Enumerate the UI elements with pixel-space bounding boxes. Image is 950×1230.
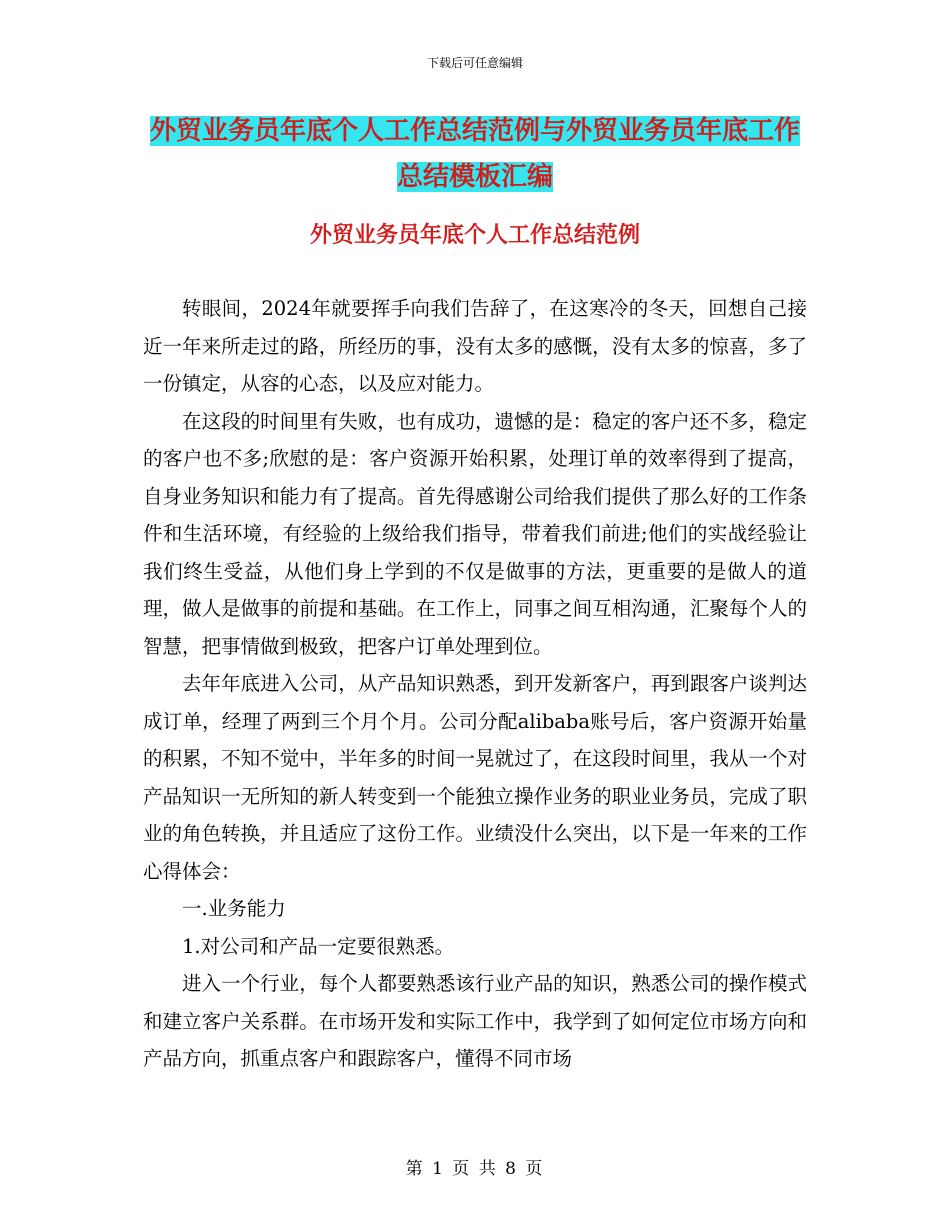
paragraph: 进入一个行业，每个人都要熟悉该行业产品的知识，熟悉公司的操作模式和建立客户关系群。在市场开发和实际工作中，我学到了如何定位市场方向和产品方向，抓重点客户和跟踪客户，懂得不同市场 bbox=[143, 972, 807, 1070]
body-text bbox=[143, 290, 807, 1078]
paragraph: 转眼间，2024年就要挥手向我们告辞了，在这寒冷的冬天，回想自己接近一年来所走过的路，所经历的事，没有太多的感慨，没有太多的惊喜，多了一份镇定，从容的心态，以及应对能力。 bbox=[143, 297, 807, 395]
page-footer: 第 1 页 共 8 页 bbox=[405, 1159, 545, 1179]
section-title: 外贸业务员年底个人工作总结范例 bbox=[309, 222, 640, 248]
document-title-text: 外贸业务员年底个人工作总结范例与外贸业务员年底工作总结模板汇编 bbox=[149, 116, 800, 192]
paragraph: 在这段的时间里有失败，也有成功，遗憾的是：稳定的客户还不多，稳定的客户也不多;欣慰的是：客户资源开始积累，处理订单的效率得到了提高，自身业务知识和能力有了提高。首先得感谢公司给我们提供了那么好的工作条件和生活环境，有经验的上级给我们指导，带着我们前进;他们的实战经验让我们终生受益，从他们身上学到的不仅是做事的方法，更重要的是做人的道理，做人是做事的前提和基础。在工作上，同事之间互相沟通，汇聚每个人的智慧，把事情做到极致，把客户订单处理到位。 bbox=[143, 409, 807, 658]
paragraph: 一.业务能力 bbox=[182, 897, 286, 920]
paragraph: 1.对公司和产品一定要很熟悉。 bbox=[182, 934, 455, 958]
paragraph: 去年年底进入公司，从产品知识熟悉，到开发新客户，再到跟客户谈判达成订单，经理了两到三个月个月。公司分配alibaba账号后，客户资源开始量的积累，不知不觉中，半年多的时间一晃就过了，在这段时间里，我从一个对产品知识一无所知的新人转变到一个能独立操作业务的职业业务员，完成了职业的角色转换，并且适应了这份工作。业绩没什么突出，以下是一年来的工作心得体会： bbox=[143, 672, 807, 883]
header-note: 下载后可任意编辑 bbox=[426, 56, 523, 70]
document-title bbox=[145, 108, 805, 200]
